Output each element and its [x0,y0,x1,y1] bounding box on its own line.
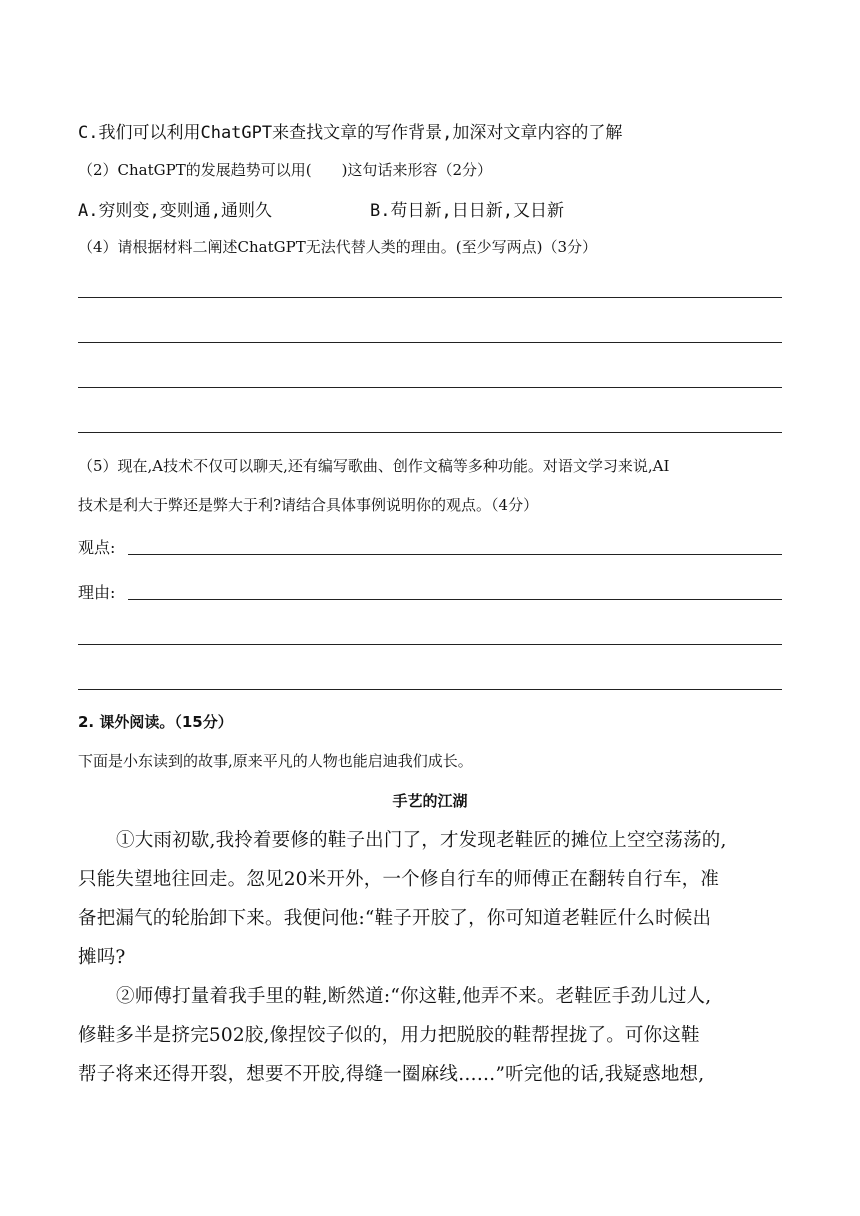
story-paragraph-line: ②师傅打量着我手里的鞋,断然道:“你这鞋,他弄不来。老鞋匠手劲儿过人, [116,986,712,1007]
reason-answer-line[interactable] [128,599,782,600]
story-title: 手艺的江湖 [392,792,468,810]
reason-label: 理由: [78,583,116,602]
question-2: （2）ChatGPT的发展趋势可以用( )这句话来形容（2分） [78,161,492,179]
q2-option-a: A.穷则变,变则通,通则久 [78,201,272,221]
question-5-line-2: 技术是利大于弊还是弊大于利?请结合具体事例说明你的观点。（4分） [78,496,539,514]
answer-line[interactable] [78,644,782,645]
section-2-intro: 下面是小东读到的故事,原来平凡的人物也能启迪我们成长。 [78,752,473,770]
q2-option-b: B.苟日新,日日新,又日新 [370,201,564,221]
answer-line[interactable] [78,432,782,433]
story-paragraph-line: 摊吗? [78,947,126,968]
question-5-line-1: （5）现在,A技术不仅可以聊天,还有编写歌曲、创作文稿等多种功能。对语文学习来说,AI [78,457,670,475]
question-4: （4）请根据材料二阐述ChatGPT无法代替人类的理由。(至少写两点)（3分） [78,238,597,256]
story-paragraph-line: 备把漏气的轮胎卸下来。我便问他:“鞋子开胶了，你可知道老鞋匠什么时候出 [78,908,712,929]
option-c: C.我们可以利用ChatGPT来查找文章的写作背景,加深对文章内容的了解 [78,123,623,143]
viewpoint-answer-line[interactable] [128,554,782,555]
story-paragraph-line: 修鞋多半是挤完502胶,像捏饺子似的，用力把脱胶的鞋帮捏拢了。可你这鞋 [78,1025,700,1046]
story-paragraph-line: 只能失望地往回走。忽见20米开外，一个修自行车的师傅正在翻转自行车，准 [78,869,720,890]
answer-line[interactable] [78,387,782,388]
viewpoint-label: 观点: [78,538,116,557]
section-2-heading: 2. 课外阅读。（15分） [78,713,233,731]
story-paragraph-line: 帮子将来还得开裂，想要不开胶,得缝一圈麻线……”听完他的话,我疑惑地想, [78,1064,705,1085]
answer-line[interactable] [78,297,782,298]
answer-line[interactable] [78,689,782,690]
answer-line[interactable] [78,342,782,343]
story-paragraph-line: ①大雨初歇,我拎着要修的鞋子出门了，才发现老鞋匠的摊位上空空荡荡的, [116,830,727,851]
